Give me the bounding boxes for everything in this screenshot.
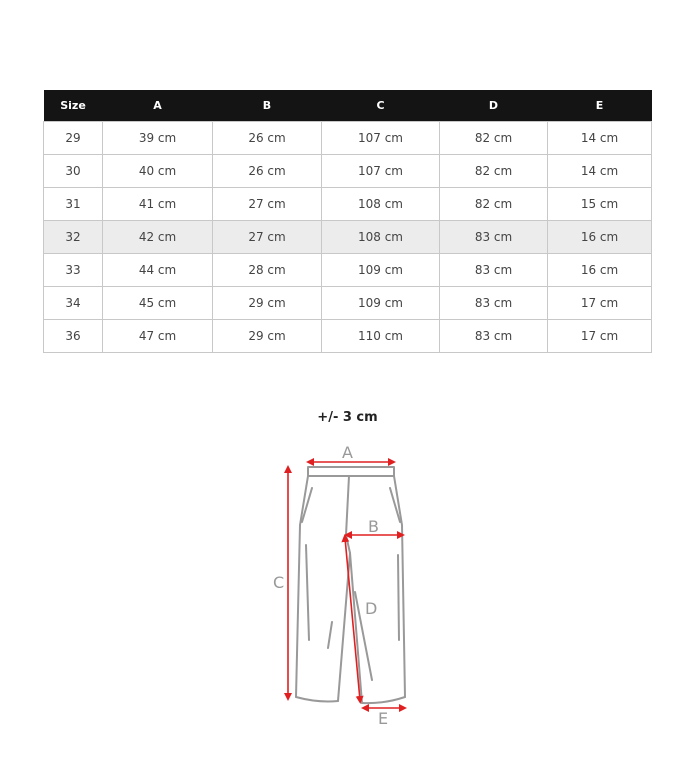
cell-e: 14 cm — [548, 122, 652, 155]
cell-b: 29 cm — [213, 320, 322, 353]
cell-d: 83 cm — [440, 287, 548, 320]
cell-c: 107 cm — [322, 155, 440, 188]
table-row — [44, 320, 652, 353]
cell-a: 45 cm — [103, 287, 213, 320]
cell-b: 26 cm — [213, 155, 322, 188]
label-a: A — [342, 443, 353, 462]
table-row — [44, 188, 652, 221]
header-a: A — [103, 90, 213, 122]
waistband — [308, 467, 394, 476]
cell-size: 33 — [44, 254, 103, 287]
cell-a: 39 cm — [103, 122, 213, 155]
left-hem-fold — [328, 622, 332, 648]
cell-c: 109 cm — [322, 287, 440, 320]
right-leg-inner — [350, 553, 362, 703]
cell-b: 29 cm — [213, 287, 322, 320]
cell-d: 83 cm — [440, 320, 548, 353]
label-d: D — [365, 599, 378, 618]
table-row — [44, 122, 652, 155]
table-row — [44, 155, 652, 188]
cell-c: 107 cm — [322, 122, 440, 155]
header-d: D — [440, 90, 548, 122]
cell-d: 82 cm — [440, 155, 548, 188]
cell-b: 26 cm — [213, 122, 322, 155]
cell-size: 34 — [44, 287, 103, 320]
left-hem — [296, 697, 338, 702]
cell-b: 27 cm — [213, 221, 322, 254]
table-row — [44, 221, 652, 254]
left-crease — [306, 545, 309, 640]
fly-seam — [346, 476, 349, 535]
cell-size: 29 — [44, 122, 103, 155]
table-row — [44, 287, 652, 320]
cell-size: 32 — [44, 221, 103, 254]
right-outer-fold — [398, 555, 399, 640]
cell-a: 42 cm — [103, 221, 213, 254]
cell-d: 83 cm — [440, 221, 548, 254]
table-row — [44, 254, 652, 287]
label-b: B — [368, 517, 379, 536]
cell-d: 82 cm — [440, 188, 548, 221]
header-e: E — [548, 90, 652, 122]
header-size: Size — [44, 90, 103, 122]
cell-b: 28 cm — [213, 254, 322, 287]
cell-a: 44 cm — [103, 254, 213, 287]
cell-e: 17 cm — [548, 320, 652, 353]
table-header-row — [44, 90, 652, 122]
cell-a: 40 cm — [103, 155, 213, 188]
cell-e: 14 cm — [548, 155, 652, 188]
cell-e: 17 cm — [548, 287, 652, 320]
trousers-measurement-diagram — [240, 435, 440, 735]
cell-c: 108 cm — [322, 188, 440, 221]
cell-b: 27 cm — [213, 188, 322, 221]
cell-c: 108 cm — [322, 221, 440, 254]
header-b: B — [213, 90, 322, 122]
label-c: C — [273, 573, 285, 592]
arrow-d — [345, 538, 360, 700]
size-chart-table — [43, 90, 652, 353]
cell-e: 16 cm — [548, 221, 652, 254]
cell-a: 41 cm — [103, 188, 213, 221]
cell-c: 110 cm — [322, 320, 440, 353]
cell-e: 15 cm — [548, 188, 652, 221]
measurement-tolerance: +/- 3 cm — [317, 410, 378, 425]
cell-a: 47 cm — [103, 320, 213, 353]
cell-size: 36 — [44, 320, 103, 353]
right-hem — [362, 697, 405, 703]
cell-e: 16 cm — [548, 254, 652, 287]
cell-d: 83 cm — [440, 254, 548, 287]
cell-size: 31 — [44, 188, 103, 221]
cell-size: 30 — [44, 155, 103, 188]
trousers-outline — [296, 467, 405, 703]
label-e: E — [378, 709, 389, 728]
header-c: C — [322, 90, 440, 122]
cell-c: 109 cm — [322, 254, 440, 287]
cell-d: 82 cm — [440, 122, 548, 155]
